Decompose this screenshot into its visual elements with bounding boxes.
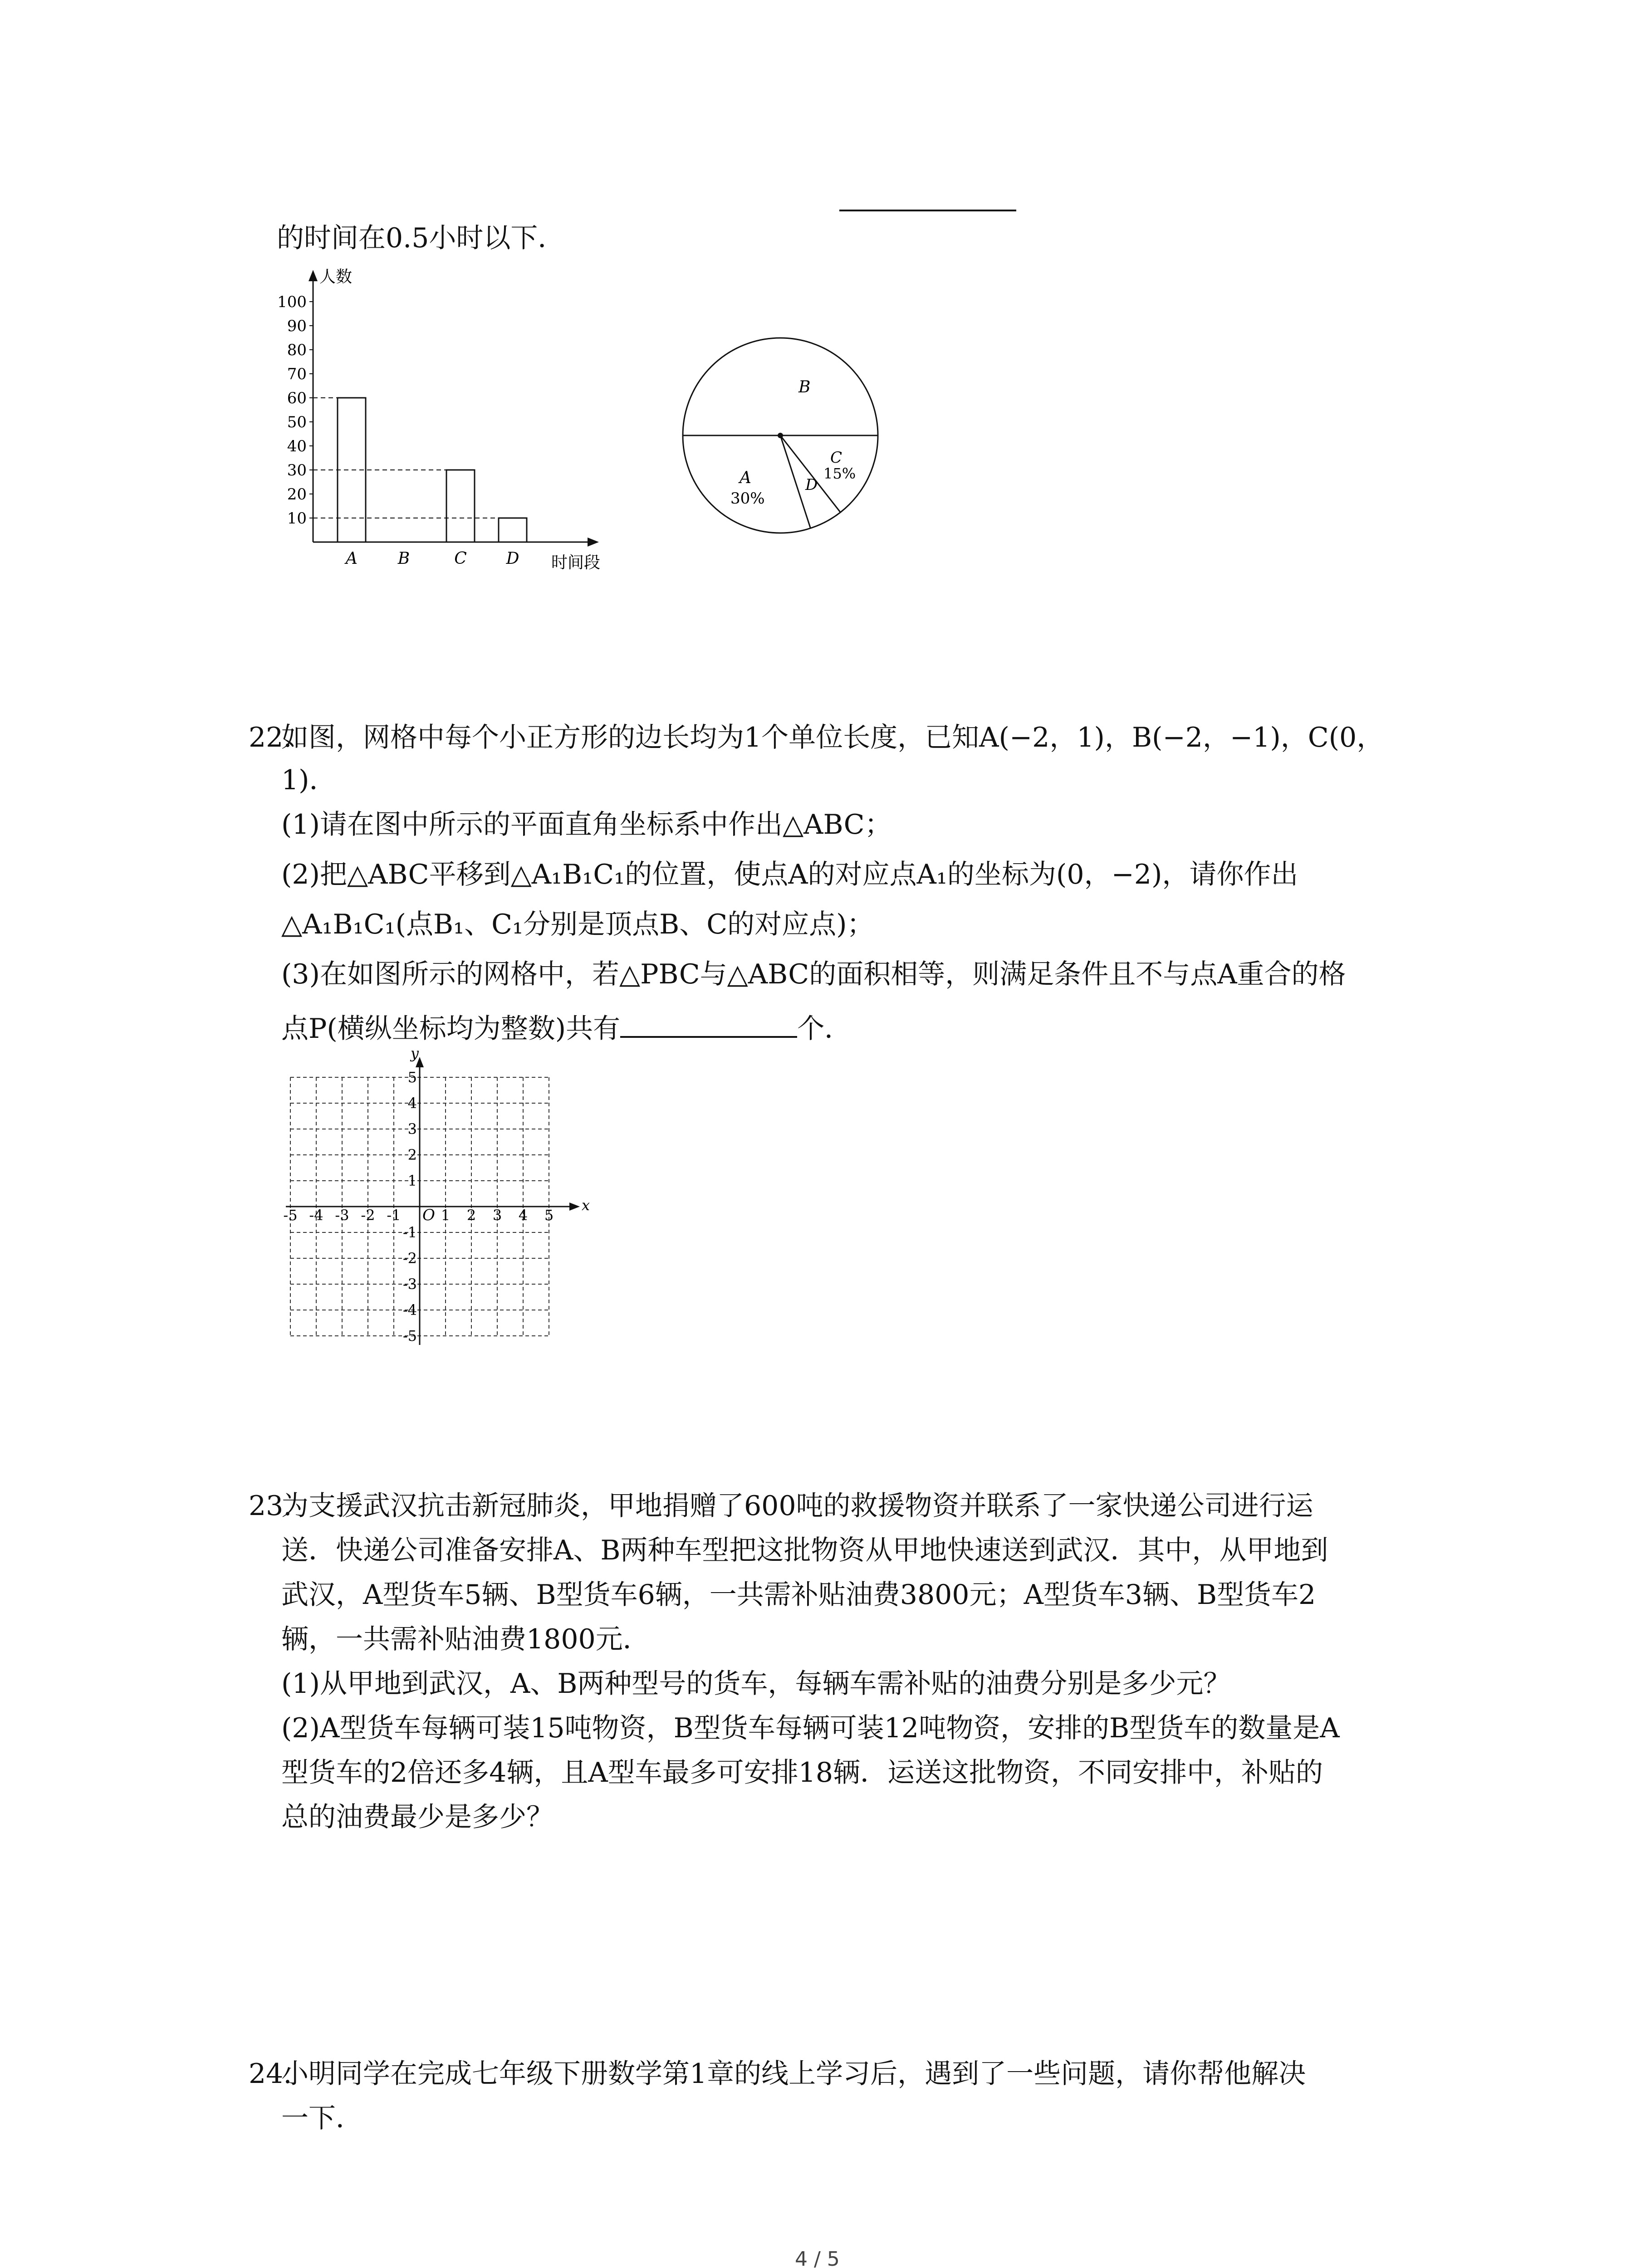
q22-part3-line2 (281, 1011, 852, 1045)
x-tick-label: 5 (544, 1207, 554, 1224)
x-tick-label: D (506, 549, 519, 568)
x-tick-label: -5 (283, 1207, 298, 1224)
x-tick-label: 2 (466, 1207, 476, 1224)
q22-line2: 1)． (281, 764, 337, 796)
x-tick-label: B (397, 549, 410, 568)
coordinate-grid (277, 1043, 594, 1370)
q24-number: 24. (249, 2058, 292, 2090)
pie-chart (662, 331, 898, 567)
y-axis-label: 人数 (319, 268, 353, 286)
q22-number: 22. (249, 722, 292, 753)
bar-D (499, 518, 527, 542)
pie-label-C: C (830, 449, 843, 467)
y-tick-label: 5 (407, 1069, 417, 1086)
q23-number: 23. (249, 1490, 292, 1522)
bar-chart (268, 263, 631, 581)
question-continuation-text: 的时间在0.5小时以下． (277, 222, 565, 254)
q23-line2: 送．快递公司准备安排A、B两种车型把这批物资从甲地快速送到武汉．其中，从甲地到 (281, 1535, 1328, 1566)
y-tick-label: 20 (287, 485, 307, 503)
q24-line2: 一下． (281, 2102, 363, 2134)
y-tick-label: 10 (287, 509, 307, 528)
x-tick-label: -3 (335, 1207, 349, 1224)
origin-label: O (422, 1206, 435, 1224)
x-axis-arrow (588, 538, 599, 547)
pie-label-B: B (798, 378, 811, 396)
q23-part2-line3: 总的油费最少是多少？ (281, 1801, 554, 1833)
q23-part2-line1: (2)A型货车每辆可装15吨物资，B型货车每辆可装12吨物资，安排的B型货车的数量是A (281, 1712, 1340, 1744)
pie-center (778, 433, 783, 438)
y-tick-label: -4 (402, 1301, 417, 1319)
q23-line4: 辆，一共需补贴油费1800元． (281, 1623, 650, 1655)
y-tick-label: 50 (287, 413, 307, 431)
y-tick-label: -5 (402, 1327, 417, 1344)
q23-line1: 为支援武汉抗击新冠肺炎，甲地捐赠了600吨的救援物资并联系了一家快递公司进行运 (281, 1490, 1313, 1522)
x-axis-label: 时间段 (551, 553, 601, 572)
pie-label-D: D (805, 476, 818, 494)
q23-part1: (1)从甲地到武汉，A、B两种型号的货车，每辆车需补贴的油费分别是多少元？ (281, 1668, 1231, 1700)
y-tick-label: 4 (407, 1095, 417, 1112)
y-tick-label: -2 (402, 1250, 417, 1267)
q23-part2-line2: 型货车的2倍还多4辆，且A型车最多可安排18辆．运送这批物资，不同安排中，补贴的 (281, 1757, 1323, 1789)
y-tick-label: 90 (287, 317, 307, 335)
y-tick-label: 2 (407, 1146, 417, 1163)
q22-part3-line1: (3)在如图所示的网格中，若△PBC与△ABC的面积相等，则满足条件且不与点A重合的格 (281, 958, 1346, 990)
x-axis-label: x (582, 1197, 590, 1214)
y-tick-label: 70 (287, 365, 307, 383)
x-tick-label: C (454, 549, 467, 568)
x-tick-label: -1 (387, 1207, 401, 1224)
q22-part2-line1: (2)把△ABC平移到△A₁B₁C₁的位置，使点A的对应点A₁的坐标为(0，−2)，请你作出 (281, 859, 1298, 890)
pie-pct-C: 15% (823, 465, 856, 482)
q22-answer-blank (620, 1011, 797, 1038)
y-tick-label: 40 (287, 437, 307, 455)
x-tick-label: -4 (309, 1207, 323, 1224)
q22-part1: (1)请在图中所示的平面直角坐标系中作出△ABC； (281, 809, 892, 841)
q24-line1: 小明同学在完成七年级下册数学第1章的线上学习后，遇到了一些问题，请你帮他解决 (281, 2058, 1306, 2090)
x-tick-label: 3 (492, 1207, 502, 1224)
pie-label-A: A (740, 469, 751, 487)
y-tick-label: -1 (402, 1224, 417, 1241)
q22-part3-text-post: 个． (797, 1013, 852, 1045)
q22-part2-line2: △A₁B₁C₁(点B₁、C₁分别是顶点B、C的对应点)； (281, 909, 874, 940)
y-axis-arrow (309, 270, 318, 281)
pie-pct-A: 30% (730, 489, 765, 508)
y-tick-label: 30 (287, 461, 307, 479)
y-tick-label: 1 (407, 1172, 417, 1189)
x-tick-label: -2 (361, 1207, 375, 1224)
y-tick-label: 3 (407, 1120, 417, 1138)
x-tick-label: A (346, 549, 358, 568)
q22-line1: 如图，网格中每个小正方形的边长均为1个单位长度，已知A(−2，1)，B(−2，−1)，C(0， (281, 722, 1384, 753)
y-tick-label: 100 (277, 293, 307, 311)
y-tick-label: 80 (287, 341, 307, 359)
x-tick-label: 4 (518, 1207, 528, 1224)
bar-C (446, 470, 475, 542)
x-tick-label: 1 (441, 1207, 451, 1224)
q22-part3-text-pre: 点P(横纵坐标均为整数)共有 (281, 1013, 621, 1045)
y-axis-label: y (410, 1045, 419, 1062)
page-number: 4 / 5 (795, 2248, 840, 2268)
answer-blank-top (839, 210, 1016, 211)
q23-line3: 武汉，A型货车5辆、B型货车6辆，一共需补贴油费3800元；A型货车3辆、B型货车2 (281, 1579, 1316, 1611)
y-tick-label: 60 (287, 389, 307, 407)
y-tick-label: -3 (402, 1276, 417, 1293)
x-axis-arrow (569, 1202, 580, 1211)
